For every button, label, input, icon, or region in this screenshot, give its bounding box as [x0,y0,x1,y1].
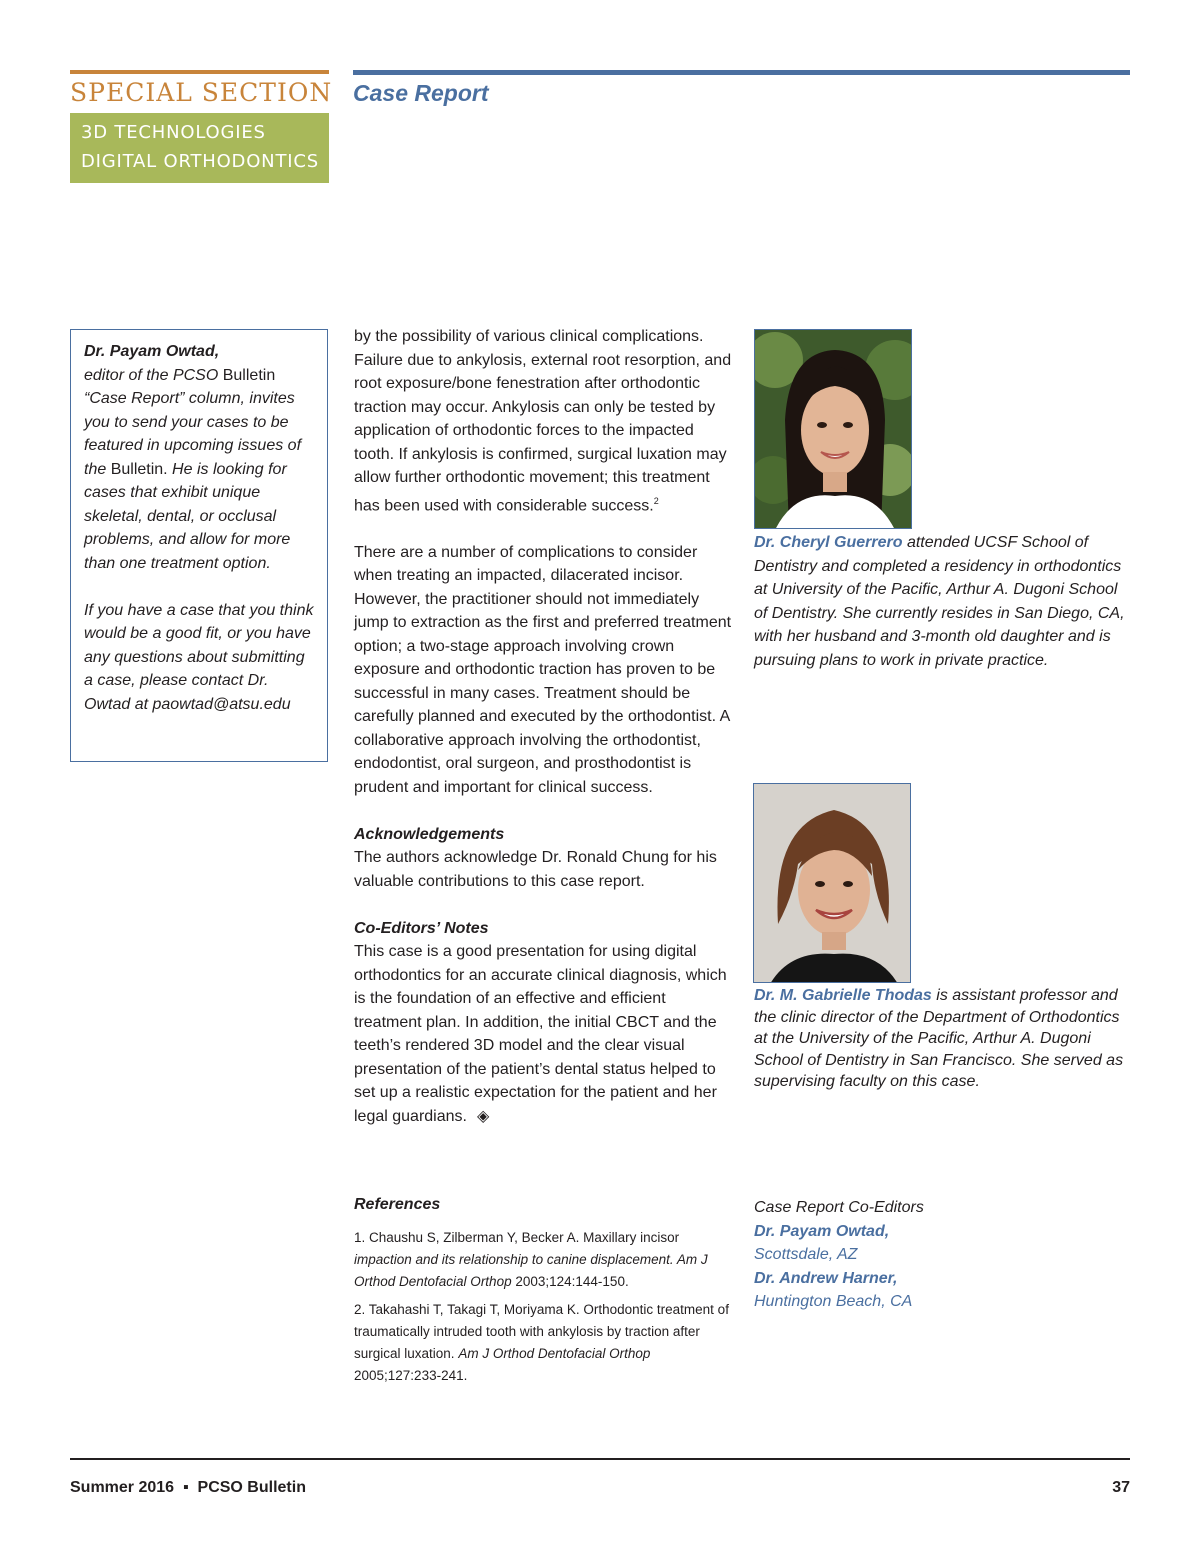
header-rule-orange [70,70,329,74]
badge-line-2: DIGITAL ORTHODONTICS [81,151,319,172]
reference-item [354,1299,732,1387]
invite-text-d: Bulletin. [110,460,168,478]
co-editors-notes-text [354,940,732,1128]
ref2-citation: 2005;127:233-241. [354,1368,468,1383]
column-title: Case Report [353,80,489,106]
header-rule-blue [353,70,1130,75]
citation-sup: 2 [653,495,659,506]
ref1-title: impaction and its relationship to canine displacement. Am J Orthod Dentofacial Orthop [354,1252,708,1289]
ref1-authors: 1. Chaushu S, Zilberman Y, Becker A. Maxillary incisor [354,1230,680,1245]
co-editor-location: Scottsdale, AZ [754,1246,858,1263]
guerrero-bio [754,531,1130,672]
bio-text: is assistant professor and the clinic director of the Department of Orthodontics at the University of the Pacific, Arthur A. Dugoni School of Dentistry in San Francisco. She served as supervising faculty on this case. [754,987,1124,1090]
ref1-citation: 2003;124:144-150. [511,1274,629,1289]
editor-name: Dr. Payam Owtad, [84,343,220,360]
badge-line-1: 3D TECHNOLOGIES [81,122,266,143]
acknowledgements-heading: Acknowledgements [354,825,505,843]
portrait-image-2 [754,784,911,983]
acknowledgements-text: The authors acknowledge Dr. Ronald Chung for his valuable contributions to this case report. [354,849,717,890]
portrait-image-1 [755,330,912,529]
co-editors-block [754,1196,924,1314]
guerrero-photo [754,329,912,529]
ref2-journal: Am J Orthod Dentofacial Orthop [458,1346,651,1361]
editor-invite-paragraph [84,340,316,575]
reference-item [354,1227,732,1293]
editor-invite-box [70,329,328,762]
co-editors-notes-heading: Co-Editors’ Notes [354,919,489,937]
body-paragraph-1 [354,325,732,517]
invite-text-a: editor of the PCSO [84,366,223,384]
references-heading: References [354,1196,441,1213]
body-paragraph-2: There are a number of complications to consider when treating an impacted, dilacerated incisor. However, the practitioner should not immediately jump to extraction as the first and preferred treatment option; a two-stage approach involving crown exposure and orthodontic traction has proven to be successful in many cases. Treatment should be carefully planned and executed by the orthodontist. A collaborative approach involving the orthodontist, endodontist, oral surgeon, and prosthodontist is prudent and important for clinical success. [354,543,732,796]
invite-text-e: He is looking for cases that exhibit unique skeletal, dental, or occlusal problems, and allow for more than one treatment option. [84,460,291,572]
thodas-bio [754,985,1130,1093]
co-editor-name: Dr. Payam Owtad, [754,1222,890,1240]
co-editor-name: Dr. Andrew Harner, [754,1269,898,1287]
editor-invite-text [84,340,316,716]
bio-text: attended UCSF School of Dentistry and completed a residency in orthodontics at University of the Pacific, Arthur A. Dugoni School of Dentistry. She currently resides in San Diego, CA, with her husband and 3-month old daughter and is pursuing plans to work in private practice. [754,534,1125,669]
special-section-title: SPECIAL SECTION [70,78,333,107]
invite-text-b: Bulletin [222,366,276,384]
invite-text-c: “Case Report” column, invites you to send your cases to be featured in upcoming issues of the [84,390,302,478]
end-mark-icon: ◈ [476,1107,490,1125]
ref2-authors: 2. Takahashi T, Takagi T, Moriyama K. Orthodontic treatment of traumatically intruded tooth with ankylosis by traction after surgical luxation. [354,1302,729,1361]
thodas-photo [753,783,911,983]
contact-paragraph: If you have a case that you think would be a good fit, or you have any questions about submitting a case, please contact Dr. Owtad at paowtad@atsu.edu [84,601,314,713]
footer-rule [70,1458,1130,1460]
body-paragraph-1-text: by the possibility of various clinical complications. Failure due to ankylosis, external root resorption, and root exposure/bone fenestration after orthodontic traction may occur. Ankylosis can only be tested by application of orthodontic forces to the impacted tooth. If ankylosis is confirmed, surgical luxation may allow further orthodontic movement; this treatment has been used with considerable success. [354,328,732,514]
references-list [354,1227,732,1393]
footer-issue: Summer 2016 ▪ PCSO Bulletin [70,1479,306,1496]
page-number: 37 [1112,1479,1130,1496]
section-badge [70,113,329,183]
co-editors-title: Case Report Co-Editors [754,1199,924,1216]
co-editor-location: Huntington Beach, CA [754,1293,913,1310]
co-editors-notes-body: This case is a good presentation for using digital orthodontics for an accurate clinical diagnosis, which is the foundation of an effective and efficient treatment plan. In addition, the initial CBCT and the teeth’s rendered 3D model and the clear visual presentation of the patient’s dental status helped to set up a realistic expectation for the patient and her legal guardians. [354,943,727,1125]
article-body [354,325,732,1128]
bio-name: Dr. Cheryl Guerrero [754,534,903,551]
bio-name: Dr. M. Gabrielle Thodas [754,987,932,1004]
